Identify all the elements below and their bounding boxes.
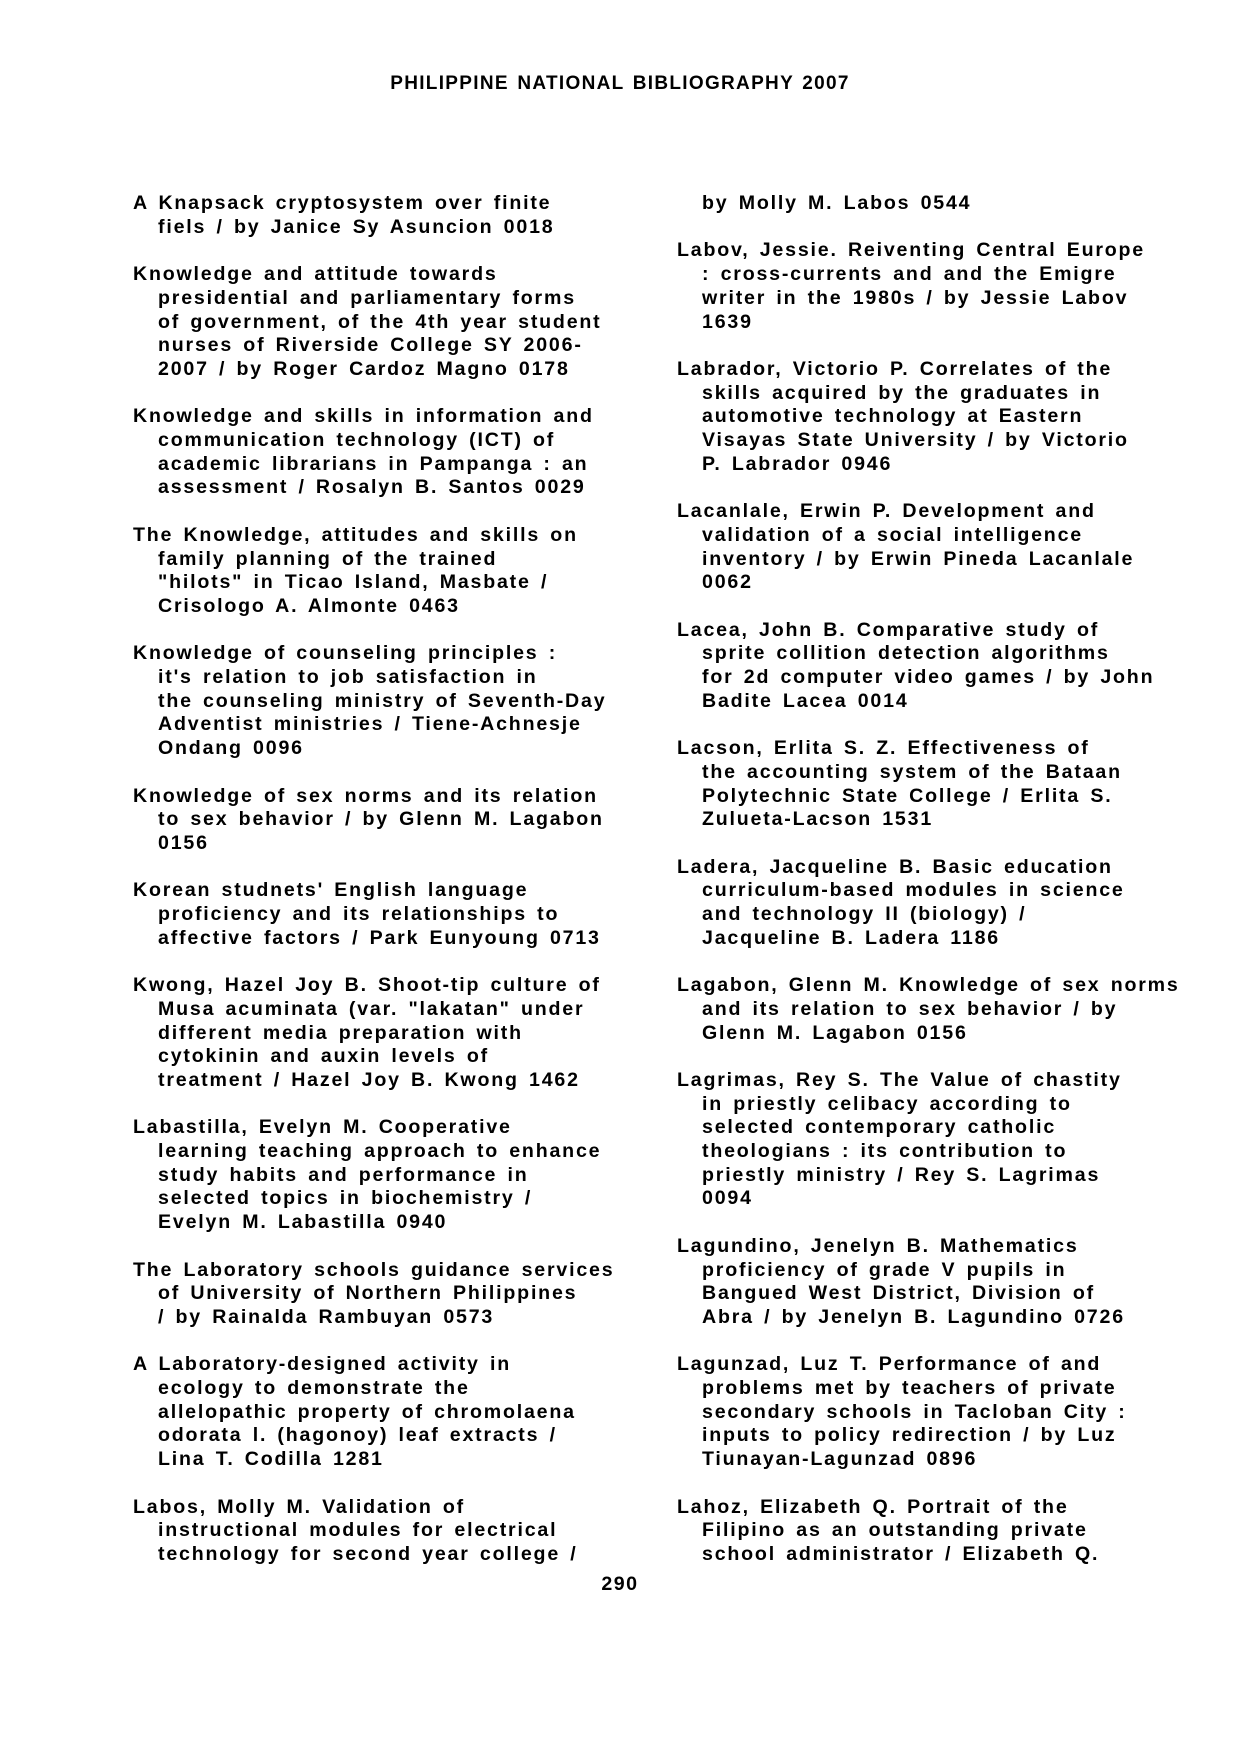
bibliography-entry: The Knowledge, attitudes and skills on family planning of the trained "hilots" in Ticao Island, Masbate / Crisologo A. Almonte 0463 bbox=[133, 523, 578, 617]
bibliography-entry: Korean studnets' English language proficiency and its relationships to affective factors / Park Eunyoung 0713 bbox=[133, 879, 601, 949]
bibliography-entry: Knowledge of counseling principles : it's relation to job satisfaction in the counseling ministry of Seventh-Day Adventist ministries / Tiene-Achnesje Ondang 0096 bbox=[133, 642, 607, 760]
bibliography-entry: Knowledge and skills in information and communication technology (ICT) of academic librarians in Pampanga : an assessment / Rosalyn B. Santos 0029 bbox=[133, 405, 594, 499]
bibliography-entry: Kwong, Hazel Joy B. Shoot-tip culture of Musa acuminata (var. "lakatan" under different media preparation with cytokinin and auxin levels of treatment / Hazel Joy B. Kwong 1462 bbox=[133, 974, 601, 1091]
bibliography-entry: Lagundino, Jenelyn B. Mathematics proficiency of grade V pupils in Bangued West District, Division of Abra / by Jenelyn B. Lagundino 0726 bbox=[677, 1234, 1125, 1328]
right-column bbox=[677, 192, 1217, 1590]
bibliography-entry: Knowledge of sex norms and its relation to sex behavior / by Glenn M. Lagabon 0156 bbox=[133, 784, 604, 854]
entry-continuation: by Molly M. Labos 0544 bbox=[702, 192, 972, 214]
bibliography-entry: Lacson, Erlita S. Z. Effectiveness of the accounting system of the Bataan Polytechnic State College / Erlita S. Zulueta-Lacson 1531 bbox=[677, 737, 1122, 831]
bibliography-entry: Lagunzad, Luz T. Performance of and problems met by teachers of private secondary schools in Tacloban City : inputs to policy redirection / by Luz Tiunayan-Lagunzad 0896 bbox=[677, 1353, 1127, 1471]
bibliography-entry: Lahoz, Elizabeth Q. Portrait of the Filipino as an outstanding private school administrator / Elizabeth Q. bbox=[677, 1495, 1100, 1565]
bibliography-entry: The Laboratory schools guidance services of University of Northern Philippines / by Rainalda Rambuyan 0573 bbox=[133, 1258, 615, 1328]
bibliography-entry: Lacea, John B. Comparative study of sprite collition detection algorithms for 2d computer video games / by John Badite Lacea 0014 bbox=[677, 618, 1155, 712]
page-number: 290 bbox=[601, 1573, 639, 1595]
bibliography-entry: Labastilla, Evelyn M. Cooperative learning teaching approach to enhance study habits and performance in selected topics in biochemistry / Evelyn M. Labastilla 0940 bbox=[133, 1116, 602, 1234]
bibliography-entry: A Knapsack cryptosystem over finite fiels / by Janice Sy Asuncion 0018 bbox=[133, 192, 555, 238]
left-column bbox=[133, 192, 673, 1590]
bibliography-entry: A Laboratory-designed activity in ecology to demonstrate the allelopathic property of chromolaena odorata l. (hagonoy) leaf extracts / Lina T. Codilla 1281 bbox=[133, 1353, 576, 1471]
bibliography-entry: Lagabon, Glenn M. Knowledge of sex norms and its relation to sex behavior / by Glenn M. Lagabon 0156 bbox=[677, 974, 1180, 1044]
bibliography-entry: Lacanlale, Erwin P. Development and validation of a social intelligence inventory / by Erwin Pineda Lacanlale 0062 bbox=[677, 500, 1135, 594]
page-header: PHILIPPINE NATIONAL BIBLIOGRAPHY 2007 bbox=[390, 73, 850, 94]
bibliography-entry: Labrador, Victorio P. Correlates of the skills acquired by the graduates in automotive technology at Eastern Visayas State University / by Victorio P. Labrador 0946 bbox=[677, 357, 1129, 475]
bibliography-entry: Lagrimas, Rey S. The Value of chastity in priestly celibacy according to selected contemporary catholic theologians : its contribution to priestly ministry / Rey S. Lagrimas 0094 bbox=[677, 1068, 1122, 1210]
bibliography-entry: Labos, Molly M. Validation of instructional modules for electrical technology for second year college / bbox=[133, 1495, 578, 1565]
bibliography-entry: Ladera, Jacqueline B. Basic education curriculum-based modules in science and technology II (biology) / Jacqueline B. Ladera 1186 bbox=[677, 855, 1125, 949]
bibliography-entry: Labov, Jessie. Reiventing Central Europe : cross-currents and and the Emigre writer in the 1980s / by Jessie Labov 1639 bbox=[677, 239, 1146, 333]
bibliography-entry: Knowledge and attitude towards presidential and parliamentary forms of government, of the 4th year student nurses of Riverside College SY 2006- 2007 / by Roger Cardoz Magno 0178 bbox=[133, 263, 602, 380]
